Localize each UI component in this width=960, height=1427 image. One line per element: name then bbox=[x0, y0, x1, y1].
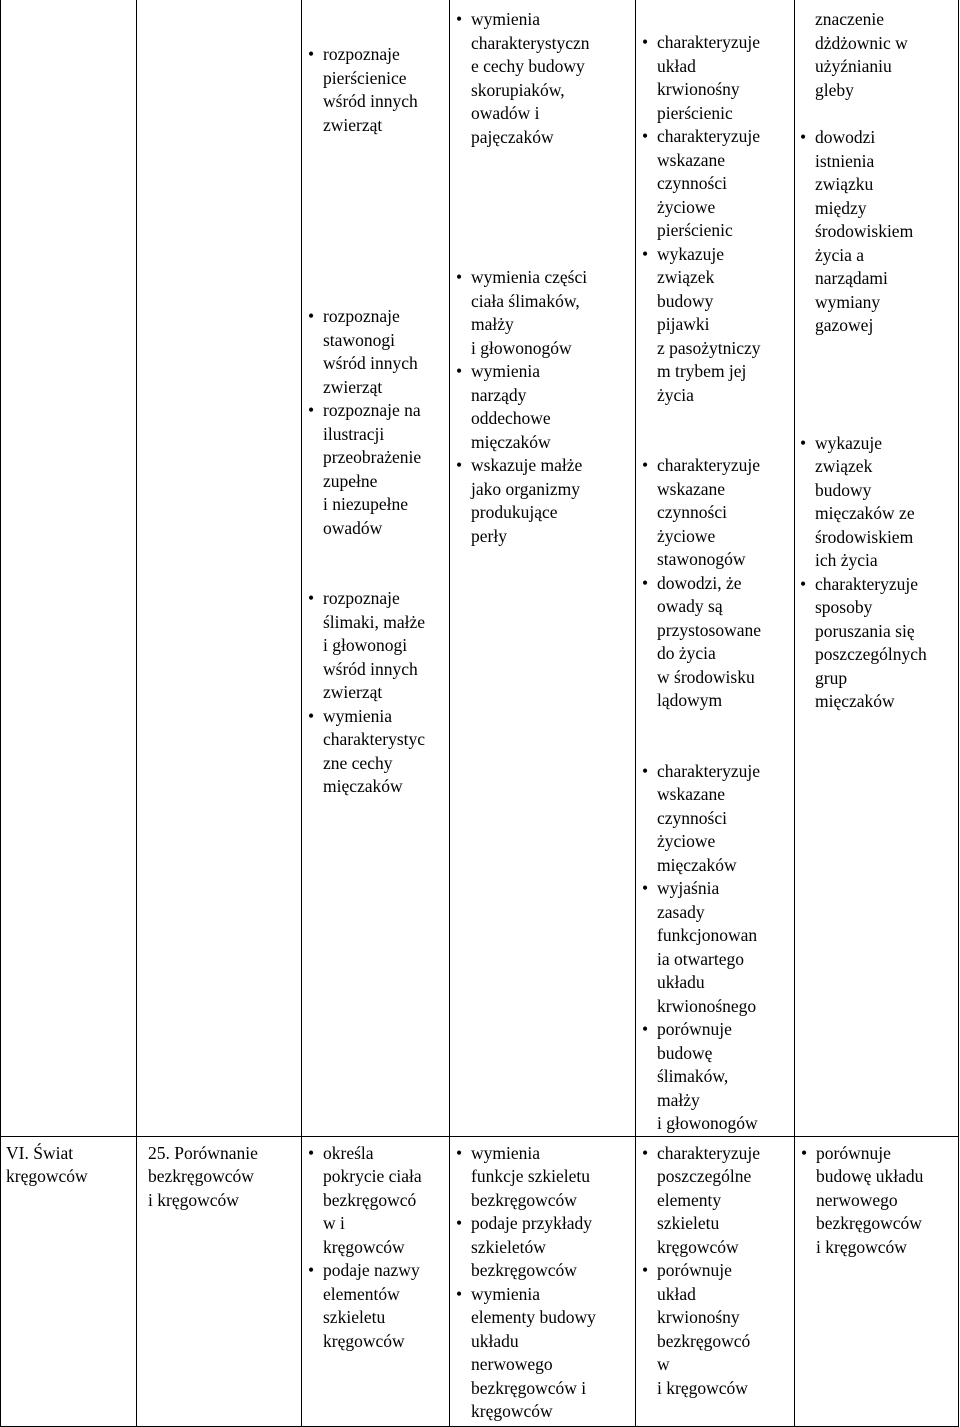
list-item: • wskazuje małże jako organizmy produkujące perły bbox=[456, 454, 631, 548]
col5-bottom-cell bbox=[636, 1136, 795, 1426]
col6-top-list bbox=[815, 126, 954, 714]
list-item: • rozpoznaje na ilustracji przeobrażenie zupełne i niezupełne owadów bbox=[308, 399, 445, 540]
col5-top-cell bbox=[636, 0, 795, 1136]
table-row-section bbox=[1, 1136, 959, 1426]
list-item: • charakteryzuje układ krwionośny pierścienic bbox=[642, 31, 790, 125]
col6-bottom-cell bbox=[795, 1136, 959, 1426]
col5-bottom-list bbox=[642, 1142, 790, 1401]
list-item: • wymienia funkcje szkieletu bezkręgowców bbox=[456, 1142, 631, 1213]
col3-top-cell bbox=[302, 0, 450, 1136]
list-item: • charakteryzuje poszczególne elementy szkieletu kręgowców bbox=[642, 1142, 790, 1260]
list-item: • charakteryzuje sposoby poruszania się poszczególnych grup mięczaków bbox=[800, 573, 954, 714]
list-item: • wymienia narządy oddechowe mięczaków bbox=[456, 360, 631, 454]
col5-top-list bbox=[642, 31, 790, 1136]
list-item: • rozpoznaje pierścienice wśród innych zwierząt bbox=[308, 43, 445, 137]
list-item: • wymienia charakterystyc zne cechy mięczaków bbox=[308, 705, 445, 799]
section-cell bbox=[1, 1136, 137, 1426]
list-item: • wykazuje związek budowy mięczaków ze środowiskiem ich życia bbox=[800, 432, 954, 573]
list-item: • wymienia charakterystyczn e cechy budowy skorupiaków, owadów i pajęczaków bbox=[456, 8, 631, 149]
list-item: • podaje nazwy elementów szkieletu kręgowców bbox=[308, 1259, 445, 1353]
col4-top-cell bbox=[450, 0, 636, 1136]
topic-cell bbox=[137, 1136, 302, 1426]
list-item: • porównuje budowę układu nerwowego bezkręgowców i kręgowców bbox=[801, 1142, 954, 1260]
list-item: • podaje przykłady szkieletów bezkręgowców bbox=[456, 1212, 631, 1283]
list-item: • rozpoznaje ślimaki, małże i głowonogi wśród innych zwierząt bbox=[308, 587, 445, 705]
list-item: • wymienia elementy budowy układu nerwowego bezkręgowców i kręgowców bbox=[456, 1283, 631, 1424]
list-item: • charakteryzuje wskazane czynności życiowe stawonogów bbox=[642, 454, 790, 572]
col6-bottom-list bbox=[801, 1142, 954, 1260]
list-item: • wymienia części ciała ślimaków, małży i głowonogów bbox=[456, 266, 631, 360]
col3-bottom-list bbox=[308, 1142, 445, 1354]
list-item: • rozpoznaje stawonogi wśród innych zwierząt bbox=[308, 305, 445, 399]
list-item: • dowodzi, że owady są przystosowane do życia w środowisku lądowym bbox=[642, 572, 790, 713]
list-item: • porównuje budowę ślimaków, małży i głowonogów bbox=[642, 1018, 790, 1136]
section-title: VI. Świat kręgowców bbox=[6, 1142, 88, 1186]
topic-title: 25. Porównanie bezkręgowców i kręgowców bbox=[148, 1142, 258, 1210]
col6-top-cell bbox=[795, 0, 959, 1136]
list-item: • wykazuje związek budowy pijawki z pasożytniczy m trybem jej życia bbox=[642, 243, 790, 408]
col3-bottom-cell bbox=[302, 1136, 450, 1426]
list-item: • dowodzi istnienia związku między środowiskiem życia a narządami wymiany gazowej bbox=[800, 126, 954, 338]
section-cell-empty bbox=[1, 0, 137, 1136]
list-item: • charakteryzuje wskazane czynności życiowe mięczaków bbox=[642, 760, 790, 878]
topic-cell-empty bbox=[137, 0, 302, 1136]
list-item: • określa pokrycie ciała bezkręgowcó w i kręgowców bbox=[308, 1142, 445, 1260]
list-item: • porównuje układ krwionośny bezkręgowcó w i kręgowców bbox=[642, 1259, 790, 1400]
col4-bottom-cell bbox=[450, 1136, 636, 1426]
list-item: • wyjaśnia zasady funkcjonowan ia otwartego układu krwionośnego bbox=[642, 877, 790, 1018]
col6-top-text: znaczenie dżdżownic w użyźnianiu gleby bbox=[815, 9, 908, 100]
table-row-top bbox=[1, 0, 959, 1136]
list-item: • charakteryzuje wskazane czynności życiowe pierścienic bbox=[642, 125, 790, 243]
col4-bottom-list bbox=[456, 1142, 631, 1424]
col4-top-list bbox=[456, 8, 631, 548]
col3-top-list bbox=[308, 43, 445, 799]
